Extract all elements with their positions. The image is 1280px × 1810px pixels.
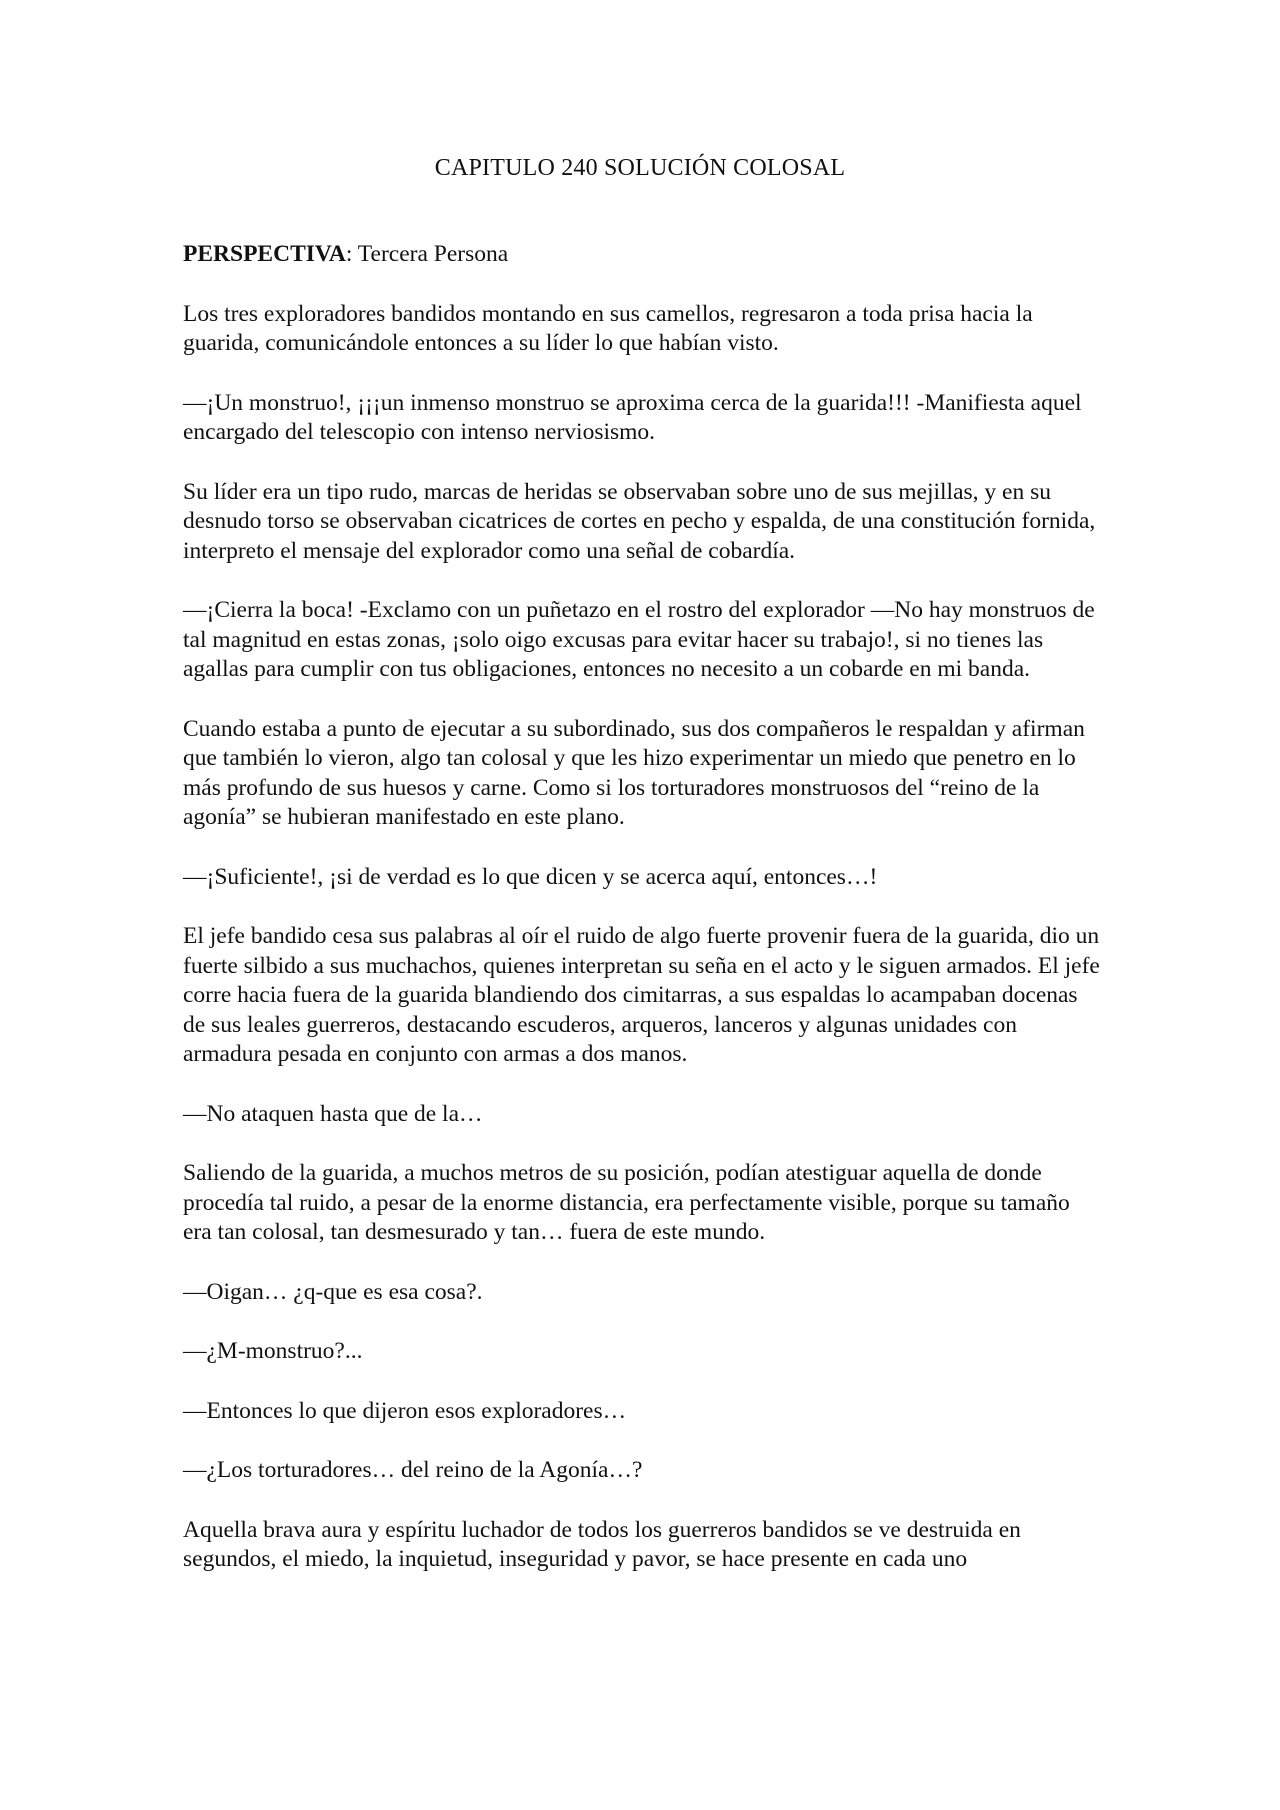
paragraph: El jefe bandido cesa sus palabras al oír el ruido de algo fuerte provenir fuera de la guarida, dio un fuerte silbido a sus muchachos, quienes interpretan su seña en el acto y le siguen armados. El jefe corre hacia fuera de la guarida blandiendo dos cimitarras, a sus espaldas lo acampaban docenas de sus leales guerreros, destacando escuderos, arqueros, lanceros y algunas unidades con armadura pesada en conjunto con armas a dos manos. (183, 923, 1100, 1067)
paragraph: Los tres exploradores bandidos montando en sus camellos, regresaron a toda prisa hacia la guarida, comunicándole entonces a su líder lo que habían visto. (183, 300, 1033, 356)
perspective-separator: : (345, 241, 358, 267)
chapter-title: CAPITULO 240 SOLUCIÓN COLOSAL (434, 155, 846, 181)
document-body (183, 240, 1103, 1605)
paragraph: —¡Un monstruo!, ¡¡¡un inmenso monstruo se aproxima cerca de la guarida!!! -Manifiesta aquel encargado del telescopio con intenso nerviosismo. (183, 389, 1082, 445)
paragraph: —Oigan… ¿q-que es esa cosa?. (183, 1278, 483, 1305)
paragraph: —¡Suficiente!, ¡si de verdad es lo que dicen y se acerca aquí, entonces…! (183, 863, 878, 890)
perspective-value: Tercera Persona (357, 241, 509, 267)
paragraph: —¿M-monstruo?... (183, 1338, 363, 1364)
paragraph: —Entonces lo que dijeron esos exploradores… (183, 1397, 627, 1424)
paragraph: —¡Cierra la boca! -Exclamo con un puñetazo en el rostro del explorador —No hay monstruos de tal magnitud en estas zonas, ¡solo oigo excusas para evitar hacer su trabajo!, si no tienes las agallas para cumplir con tus obligaciones, entonces no necesito a un cobarde en mi banda. (183, 597, 1095, 682)
paragraph: Su líder era un tipo rudo, marcas de heridas se observaban sobre uno de sus mejillas, y en su desnudo torso se observaban cicatrices de cortes en pecho y espalda, de una constitución fornida, interpreto el mensaje del explorador como una señal de cobardía. (183, 478, 1096, 564)
perspective-line (183, 240, 1103, 270)
paragraph: Saliendo de la guarida, a muchos metros de su posición, podían atestiguar aquella de donde procedía tal ruido, a pesar de la enorme distancia, era perfectamente visible, porque su tamaño era tan colosal, tan desmesurado y tan… fuera de este mundo. (183, 1160, 1070, 1245)
paragraph: —¿Los torturadores… del reino de la Agonía…? (183, 1457, 643, 1483)
paragraph: —No ataquen hasta que de la… (183, 1100, 483, 1127)
perspective-label: PERSPECTIVA (183, 241, 346, 267)
paragraph: Cuando estaba a punto de ejecutar a su subordinado, sus dos compañeros le respaldan y afirman que también lo vieron, algo tan colosal y que les hizo experimentar un miedo que penetro en lo más profundo de sus huesos y carne. Como si los torturadores monstruosos del “reino de la agonía” se hubieran manifestado en este plano. (183, 715, 1085, 830)
paragraph: Aquella brava aura y espíritu luchador de todos los guerreros bandidos se ve destruida en segundos, el miedo, la inquietud, inseguridad y pavor, se hace presente en cada uno (183, 1516, 1021, 1572)
